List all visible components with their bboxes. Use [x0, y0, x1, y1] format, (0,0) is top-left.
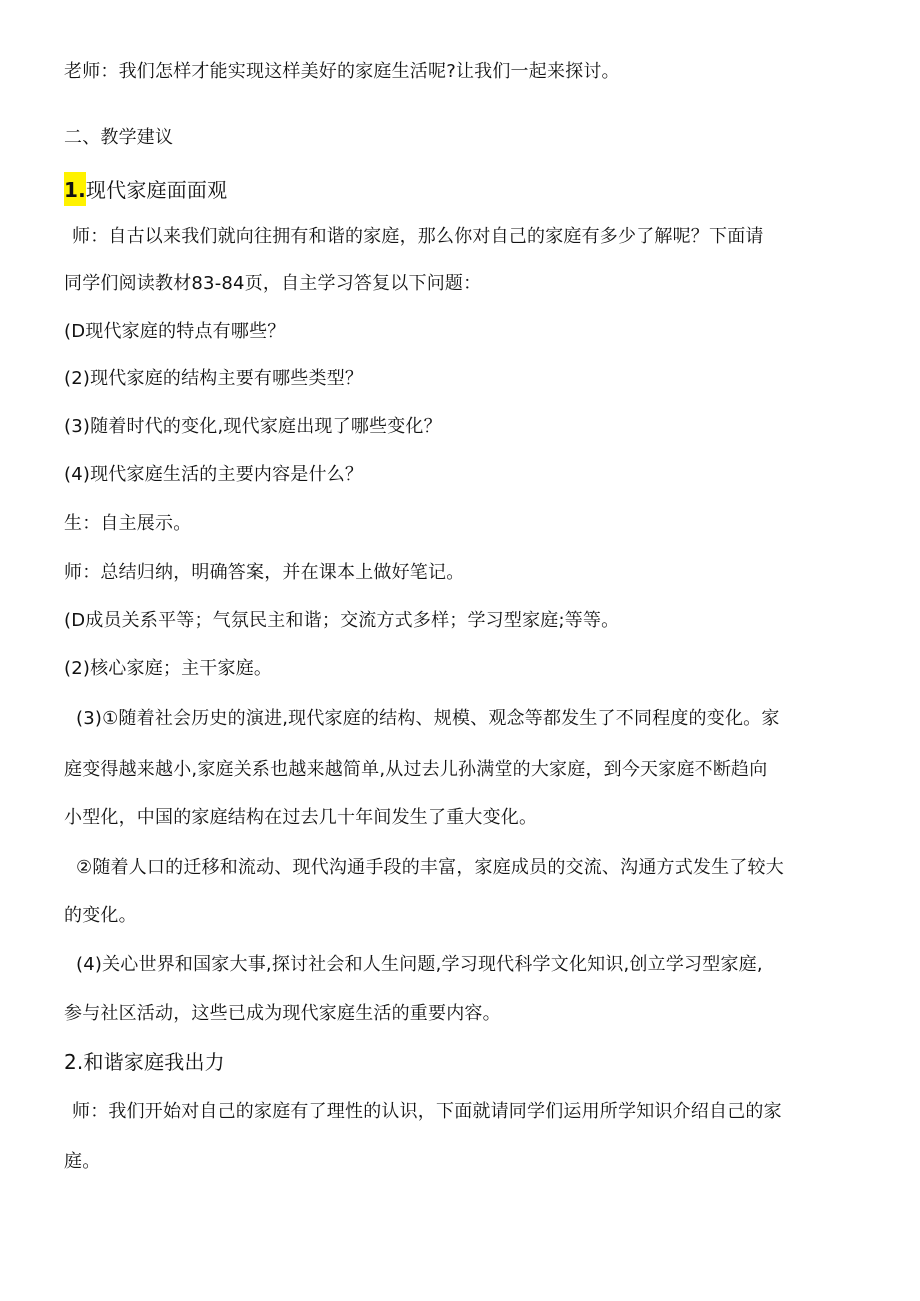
text-line: 老师：我们怎样才能实现这样美好的家庭生活呢?让我们一起来探讨。 [64, 61, 620, 82]
text-line: 师：总结归纳，明确答案，并在课本上做好笔记。 [64, 562, 465, 583]
paragraph-teacher-intro-family [72, 1100, 872, 1124]
text-line: (4)现代家庭生活的主要内容是什么？ [64, 464, 364, 485]
text-line: 同学们阅读教材83-84页，自主学习答复以下问题： [64, 273, 482, 294]
answer-item-3-line-2 [64, 758, 864, 782]
paragraph-teacher-intro-family-cont [64, 1150, 864, 1174]
answer-item-2 [64, 657, 864, 681]
text-line: 小型化，中国的家庭结构在过去几十年间发生了重大变化。 [64, 807, 538, 828]
answer-item-3-line-1 [76, 707, 876, 731]
section-heading-teaching-suggestions [64, 126, 864, 150]
text-line: (3)①随着社会历史的演进,现代家庭的结构、规模、观念等都发生了不同程度的变化。家 [76, 708, 780, 729]
text-line: (D现代家庭的特点有哪些？ [64, 321, 286, 342]
answer-item-3b-line-2 [64, 904, 864, 928]
highlighted-number: 1. [64, 172, 86, 206]
question-item-3 [64, 415, 864, 439]
paragraph-teacher-question [72, 225, 872, 249]
text-line: 生：自主展示。 [64, 513, 192, 534]
text-line: 师：我们开始对自己的家庭有了理性的认识，下面就请同学们运用所学知识介绍自己的家 [72, 1101, 782, 1122]
answer-item-4-line-2 [64, 1002, 864, 1026]
subheading-text: 现代家庭面面观 [85, 178, 228, 202]
text-line: 师：自古以来我们就向往拥有和谐的家庭，那么你对自己的家庭有多少了解呢？下面请 [72, 226, 764, 247]
subheading-harmonious-family [64, 1050, 864, 1074]
answer-item-4-line-1 [76, 953, 876, 977]
subheading-text: 2.和谐家庭我出力 [64, 1050, 225, 1074]
question-item-4 [64, 463, 864, 487]
student-line [64, 512, 864, 536]
question-item-2 [64, 367, 864, 391]
paragraph-teacher-question-cont [64, 272, 864, 296]
answer-item-3b-line-1 [76, 856, 876, 880]
teacher-summary [64, 561, 864, 585]
answer-item-3-line-3 [64, 806, 864, 830]
text-line: (2)现代家庭的结构主要有哪些类型？ [64, 368, 364, 389]
text-line: ②随着人口的迁移和流动、现代沟通手段的丰富，家庭成员的交流、沟通方式发生了较大 [76, 857, 784, 878]
answer-item-1 [64, 609, 864, 633]
text-line: 庭变得越来越小,家庭关系也越来越简单,从过去儿孙满堂的大家庭，到今天家庭不断趋向 [64, 759, 768, 780]
text-line: (D成员关系平等；气氛民主和谐；交流方式多样；学习型家庭;等等。 [64, 610, 620, 631]
paragraph-intro [64, 60, 864, 84]
question-item-1 [64, 320, 864, 344]
text-line: 的变化。 [64, 905, 137, 926]
text-line: 庭。 [64, 1151, 101, 1172]
text-line: (3)随着时代的变化,现代家庭出现了哪些变化？ [64, 416, 442, 437]
text-line: (4)关心世界和国家大事,探讨社会和人生问题,学习现代科学文化知识,创立学习型家庭, [76, 954, 763, 975]
text-line: (2)核心家庭；主干家庭。 [64, 658, 273, 679]
text-line: 二、教学建议 [64, 127, 174, 148]
subheading-modern-family [64, 172, 864, 206]
text-line: 参与社区活动，这些已成为现代家庭生活的重要内容。 [64, 1003, 501, 1024]
